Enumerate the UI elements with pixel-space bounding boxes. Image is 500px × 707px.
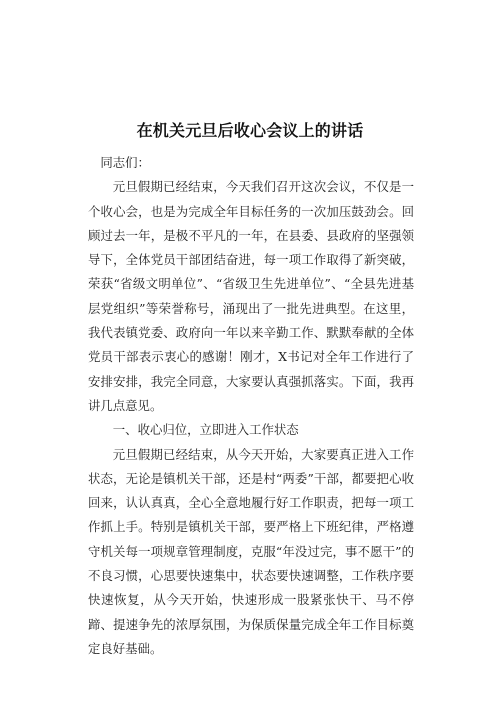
- document-title: 在机关元旦后收心会议上的讲话: [136, 121, 364, 140]
- document-body: [88, 151, 414, 661]
- salutation: 同志们：: [100, 155, 150, 170]
- opening-paragraph: 元旦假期已经结束，今天我们召开这次会议，不仅是一个收心会，也是为完成全年目标任务的一次加压鼓劲会。回顾过去一年，是极不平凡的一年，在县委、县政府的坚强领导下，全体党员干部团结奋进，每一项工作取得了新突破，荣获“省级文明单位”、“省级卫生先进单位”、“全县先进基层党组织”等荣誉称号，涌现出了一批先进典型。在这里，我代表镇党委、政府向一年以来辛勤工作、默默奉献的全体党员干部表示衷心的感谢！刚才，X书记对全年工作进行了安排安排，我完全同意，大家要认真强抓落实。下面，我再讲几点意见。: [88, 179, 414, 413]
- section-paragraph: 元旦假期已经结束，从今天开始，大家要真正进入工作状态，无论是镇机关干部，还是村“两委”干部，都要把心收回来，认认真真，全心全意地履行好工作职责，把每一项工作抓上手。特别是镇机关干部，要严格上下班纪律，严格遵守机关每一项规章管理制度，克服“年没过完，事不愿干”的不良习惯，心思要快速集中，状态要快速调整，工作秩序要快速恢复，从今天开始，快速形成一股紧张快干、马不停蹄、提速争先的浓厚氛围，为保质保量完成全年工作目标奠定良好基础。: [88, 446, 414, 656]
- section-heading: 一、收心归位，立即进入工作状态: [112, 422, 299, 438]
